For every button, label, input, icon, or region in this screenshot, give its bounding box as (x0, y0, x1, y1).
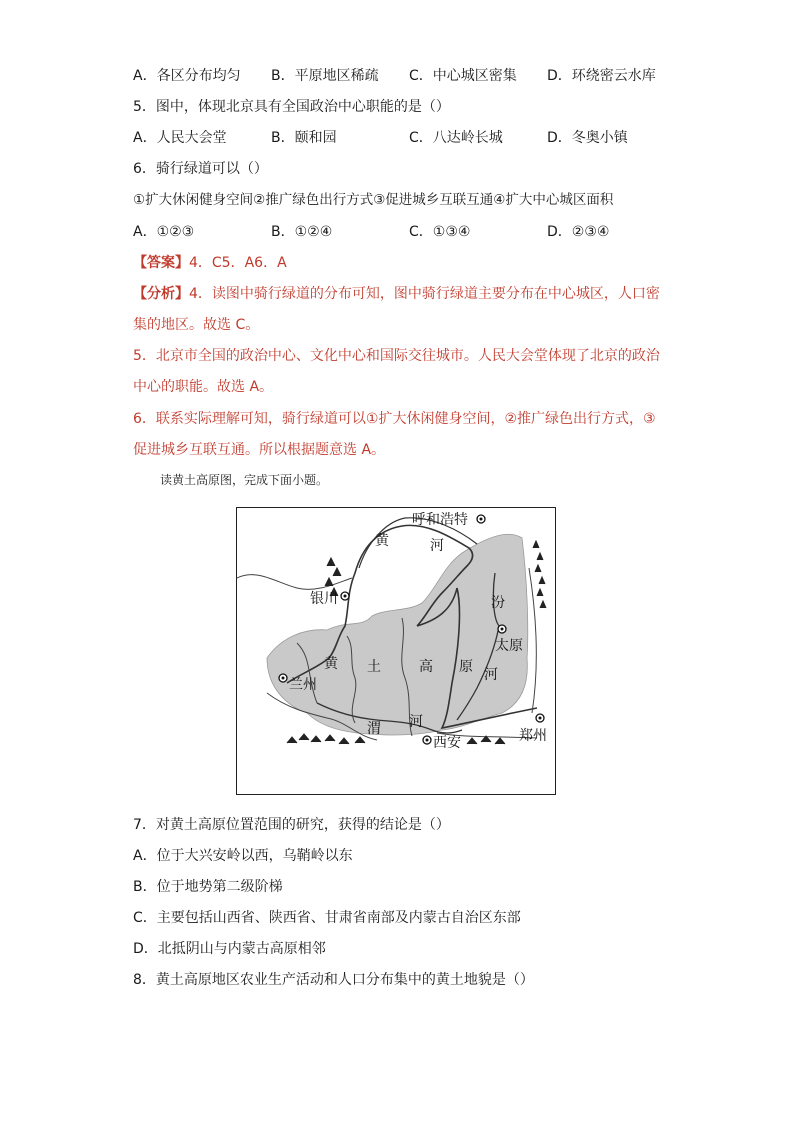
q6-option-c: C．①③④ (409, 224, 471, 240)
q6-option-b: B．①②④ (271, 224, 333, 240)
q7-stem: 7．对黄土高原位置范围的研究，获得的结论是（） (133, 817, 450, 833)
answer-text: 4．C5．A6．A (189, 255, 287, 271)
q5-option-c: C．八达岭长城 (409, 130, 503, 146)
plateau-area (267, 534, 528, 735)
q6-option-d: D．②③④ (547, 224, 610, 240)
q5-option-d: D．冬奥小镇 (547, 130, 628, 146)
analysis-line-3: 5．北京市全国的政治中心、文化中心和国际交往城市。人民大会堂体现了北京的政治 (133, 348, 660, 364)
city-xian: 西安 (433, 735, 461, 751)
region-char-2: 土 (367, 659, 381, 675)
answer-line (133, 253, 287, 273)
answer-tag: 【答案】 (133, 255, 189, 271)
river-char-fen: 汾 (491, 595, 505, 611)
q5-option-a: A．人民大会堂 (133, 130, 227, 146)
analysis-text-1: 4．读图中骑行绿道的分布可知，图中骑行绿道主要分布在中心城区，人口密 (189, 286, 660, 302)
q4-option-b: B．平原地区稀疏 (271, 68, 379, 84)
q4-option-d: D．环绕密云水库 (547, 68, 656, 84)
map-svg (237, 508, 554, 793)
analysis-line-5: 6．联系实际理解可知，骑行绿道可以①扩大休闲健身空间，②推广绿色出行方式，③ (133, 411, 656, 427)
q4-option-a: A．各区分布均匀 (133, 68, 241, 84)
q6-stem: 6．骑行绿道可以（） (133, 161, 268, 177)
region-char-3: 高 (419, 659, 433, 675)
city-zhengzhou: 郑州 (519, 728, 547, 744)
region-char-4: 原 (459, 659, 473, 675)
analysis-line-1 (133, 284, 660, 304)
analysis-line-2: 集的地区。故选 C。 (133, 317, 260, 333)
river-char-he-2: 河 (484, 667, 498, 683)
city-hohhot: 呼和浩特 (412, 512, 468, 528)
q7-option-c: C．主要包括山西省、陕西省、甘肃省南部及内蒙古自治区东部 (133, 910, 521, 926)
river-char-he-1: 河 (430, 538, 444, 554)
analysis-line-4: 中心的职能。故选 A。 (133, 379, 274, 395)
city-taiyuan: 太原 (495, 638, 523, 654)
q4-option-c: C．中心城区密集 (409, 68, 517, 84)
river-char-huang: 黄 (375, 533, 389, 549)
city-lanzhou: 兰州 (289, 677, 317, 693)
map-intro: 读黄土高原图，完成下面小题。 (160, 473, 329, 487)
city-yinchuan: 银川 (310, 591, 338, 607)
loess-plateau-map (236, 507, 556, 795)
q7-option-a: A．位于大兴安岭以西，乌鞘岭以东 (133, 848, 353, 864)
river-char-wei: 渭 (367, 721, 381, 737)
region-char-1: 黄 (324, 656, 338, 672)
q7-option-d: D．北抵阴山与内蒙古高原相邻 (133, 941, 326, 957)
analysis-line-6: 促进城乡互联互通。所以根据题意选 A。 (133, 442, 386, 458)
q5-option-b: B．颐和园 (271, 130, 337, 146)
analysis-tag: 【分析】 (133, 286, 189, 302)
q6-option-a: A．①②③ (133, 224, 195, 240)
q5-stem: 5．图中，体现北京具有全国政治中心职能的是（） (133, 99, 450, 115)
q7-option-b: B．位于地势第二级阶梯 (133, 879, 283, 895)
q8-stem: 8．黄土高原地区农业生产活动和人口分布集中的黄土地貌是（） (133, 972, 534, 988)
q6-items: ①扩大休闲健身空间②推广绿色出行方式③促进城乡互联互通④扩大中心城区面积 (133, 192, 614, 208)
river-char-he-3: 河 (409, 714, 423, 730)
